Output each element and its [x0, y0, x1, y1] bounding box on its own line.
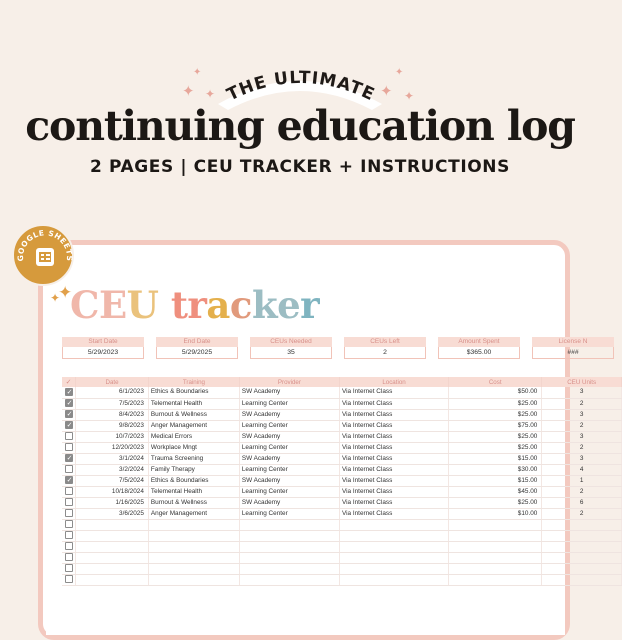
units-cell[interactable]: 3: [542, 387, 622, 398]
checkbox-cell: [62, 431, 76, 442]
column-header: Date: [76, 377, 149, 387]
location-cell[interactable]: [339, 519, 448, 530]
date-cell[interactable]: [76, 552, 149, 563]
location-cell[interactable]: Via Internet Class: [339, 486, 448, 497]
location-cell[interactable]: Via Internet Class: [339, 508, 448, 519]
training-cell[interactable]: Anger Management: [148, 508, 239, 519]
date-cell[interactable]: 3/6/2025: [76, 508, 149, 519]
units-cell[interactable]: 6: [542, 497, 622, 508]
date-cell[interactable]: [76, 563, 149, 574]
checkbox-cell: [62, 552, 76, 563]
completed-checkbox[interactable]: [65, 520, 73, 528]
date-cell[interactable]: 7/5/2023: [76, 398, 149, 409]
completed-checkbox[interactable]: [65, 531, 73, 539]
cost-cell[interactable]: [449, 530, 542, 541]
summary-box: [156, 337, 238, 359]
training-cell[interactable]: [148, 541, 239, 552]
cost-cell[interactable]: [449, 574, 542, 585]
completed-checkbox[interactable]: [65, 388, 73, 396]
completed-checkbox[interactable]: [65, 443, 73, 451]
date-cell[interactable]: 10/18/2024: [76, 486, 149, 497]
tracker-title-letter: U: [126, 283, 159, 327]
units-cell[interactable]: 2: [542, 486, 622, 497]
cost-cell[interactable]: $50.00: [449, 387, 542, 398]
completed-checkbox[interactable]: [65, 575, 73, 583]
summary-box: [438, 337, 520, 359]
summary-box: [344, 337, 426, 359]
checkbox-cell: [62, 387, 76, 398]
units-cell[interactable]: 2: [542, 442, 622, 453]
date-cell[interactable]: 1/16/2025: [76, 497, 149, 508]
provider-cell[interactable]: [239, 519, 339, 530]
location-cell[interactable]: Via Internet Class: [339, 431, 448, 442]
table-row: [62, 552, 622, 563]
provider-cell[interactable]: [239, 541, 339, 552]
checkbox-cell: [62, 464, 76, 475]
summary-value[interactable]: 5/29/2025: [156, 347, 238, 359]
training-cell[interactable]: Burnout & Wellness: [148, 409, 239, 420]
training-cell[interactable]: [148, 530, 239, 541]
table-row: [62, 409, 622, 420]
tracker-title-letter: r: [187, 283, 207, 327]
provider-cell[interactable]: SW Academy: [239, 475, 339, 486]
location-cell[interactable]: Via Internet Class: [339, 420, 448, 431]
tracker-title-letter: C: [70, 283, 99, 327]
checkbox-cell: [62, 530, 76, 541]
completed-checkbox[interactable]: [65, 542, 73, 550]
checkbox-cell: [62, 541, 76, 552]
units-cell[interactable]: [542, 530, 622, 541]
google-sheets-badge: [12, 224, 74, 286]
tracker-title-letter: t: [170, 283, 188, 327]
date-cell[interactable]: [76, 530, 149, 541]
date-cell[interactable]: 10/7/2023: [76, 431, 149, 442]
cost-cell[interactable]: [449, 552, 542, 563]
training-cell[interactable]: Telemental Health: [148, 398, 239, 409]
summary-row: [62, 337, 588, 377]
date-cell[interactable]: 12/20/2023: [76, 442, 149, 453]
units-cell[interactable]: 1: [542, 475, 622, 486]
svg-text:GOOGLE SHEETS: GOOGLE SHEETS: [15, 228, 75, 262]
table-row: [62, 508, 622, 519]
table-row: [62, 431, 622, 442]
table-row: [62, 519, 622, 530]
location-cell[interactable]: [339, 574, 448, 585]
completed-checkbox[interactable]: [65, 421, 73, 429]
table-row: [62, 442, 622, 453]
provider-cell[interactable]: [239, 574, 339, 585]
training-cell[interactable]: Telemental Health: [148, 486, 239, 497]
cost-cell[interactable]: $25.00: [449, 442, 542, 453]
training-cell[interactable]: Burnout & Wellness: [148, 497, 239, 508]
tracker-title-letter: k: [251, 283, 278, 327]
training-cell[interactable]: Family Therapy: [148, 464, 239, 475]
sheets-icon: [36, 248, 54, 266]
summary-label: CEUs Needed: [250, 337, 332, 347]
sparkle-icon: ✦: [395, 67, 404, 78]
ceu-table: [62, 377, 622, 586]
training-cell[interactable]: [148, 563, 239, 574]
location-cell[interactable]: Via Internet Class: [339, 453, 448, 464]
training-cell[interactable]: [148, 552, 239, 563]
table-row: [62, 475, 622, 486]
checkbox-cell: [62, 453, 76, 464]
cost-cell[interactable]: [449, 519, 542, 530]
location-cell[interactable]: [339, 563, 448, 574]
sparkle-icon: ✦: [380, 82, 393, 100]
checkbox-cell: [62, 420, 76, 431]
units-cell[interactable]: 2: [542, 398, 622, 409]
training-cell[interactable]: Ethics & Boundaries: [148, 387, 239, 398]
main-title: continuing education log: [25, 102, 575, 150]
provider-cell[interactable]: Learning Center: [239, 486, 339, 497]
training-cell[interactable]: [148, 574, 239, 585]
units-cell[interactable]: 3: [542, 431, 622, 442]
units-cell[interactable]: 4: [542, 464, 622, 475]
summary-box: [250, 337, 332, 359]
provider-cell[interactable]: SW Academy: [239, 431, 339, 442]
provider-cell[interactable]: [239, 563, 339, 574]
checkbox-cell: [62, 563, 76, 574]
cost-cell[interactable]: $25.00: [449, 409, 542, 420]
table-row: [62, 486, 622, 497]
tracker-title: [70, 283, 319, 327]
cost-cell[interactable]: $25.00: [449, 431, 542, 442]
cost-cell[interactable]: $45.00: [449, 486, 542, 497]
cost-cell[interactable]: $30.00: [449, 464, 542, 475]
summary-value[interactable]: 5/29/2023: [62, 347, 144, 359]
completed-checkbox[interactable]: [65, 410, 73, 418]
units-cell[interactable]: [542, 541, 622, 552]
summary-box: [532, 337, 614, 359]
checkbox-cell: [62, 409, 76, 420]
date-cell[interactable]: 3/2/2024: [76, 464, 149, 475]
sparkle-icon: ✦: [50, 291, 61, 305]
date-cell[interactable]: 8/4/2023: [76, 409, 149, 420]
badge-text: THE ULTIMATE: [223, 67, 378, 106]
cost-cell[interactable]: [449, 541, 542, 552]
date-cell[interactable]: [76, 574, 149, 585]
summary-value[interactable]: 35: [250, 347, 332, 359]
location-cell[interactable]: Via Internet Class: [339, 409, 448, 420]
location-cell[interactable]: Via Internet Class: [339, 464, 448, 475]
tracker-title-letter: r: [300, 283, 320, 327]
summary-label: CEUs Left: [344, 337, 426, 347]
location-cell[interactable]: [339, 552, 448, 563]
summary-value[interactable]: 2: [344, 347, 426, 359]
sparkle-icon: ✦: [182, 82, 195, 100]
location-cell[interactable]: Via Internet Class: [339, 387, 448, 398]
column-header: Provider: [239, 377, 339, 387]
table-row: [62, 453, 622, 464]
tracker-title-letter: [158, 283, 170, 327]
column-header: CEU Units: [542, 377, 622, 387]
completed-checkbox[interactable]: [65, 432, 73, 440]
training-cell[interactable]: [148, 519, 239, 530]
location-cell[interactable]: Via Internet Class: [339, 497, 448, 508]
completed-checkbox[interactable]: [65, 487, 73, 495]
training-cell[interactable]: Trauma Screening: [148, 453, 239, 464]
checkbox-cell: [62, 519, 76, 530]
date-cell[interactable]: 7/5/2024: [76, 475, 149, 486]
table-row: [62, 541, 622, 552]
checkbox-cell: [62, 574, 76, 585]
cost-cell[interactable]: $75.00: [449, 420, 542, 431]
provider-cell[interactable]: Learning Center: [239, 420, 339, 431]
date-cell[interactable]: [76, 519, 149, 530]
completed-checkbox[interactable]: [65, 509, 73, 517]
provider-cell[interactable]: Learning Center: [239, 442, 339, 453]
units-cell[interactable]: [542, 552, 622, 563]
units-cell[interactable]: 3: [542, 409, 622, 420]
sparkle-icon: ✦: [193, 67, 202, 78]
sparkle-icon: ✦: [58, 283, 73, 303]
table-row: [62, 574, 622, 585]
completed-checkbox[interactable]: [65, 553, 73, 561]
date-cell[interactable]: [76, 541, 149, 552]
summary-label: End Date: [156, 337, 238, 347]
provider-cell[interactable]: Learning Center: [239, 398, 339, 409]
provider-cell[interactable]: [239, 530, 339, 541]
table-row: [62, 530, 622, 541]
completed-checkbox[interactable]: [65, 454, 73, 462]
checkbox-cell: [62, 497, 76, 508]
provider-cell[interactable]: [239, 552, 339, 563]
completed-checkbox[interactable]: [65, 498, 73, 506]
table-row: [62, 464, 622, 475]
units-cell[interactable]: 3: [542, 453, 622, 464]
cost-cell[interactable]: $25.00: [449, 497, 542, 508]
location-cell[interactable]: Via Internet Class: [339, 475, 448, 486]
table-row: [62, 398, 622, 409]
tracker-title-letter: E: [98, 283, 127, 327]
provider-cell[interactable]: SW Academy: [239, 409, 339, 420]
summary-label: License N: [532, 337, 614, 347]
table-row: [62, 420, 622, 431]
location-cell[interactable]: [339, 530, 448, 541]
location-cell[interactable]: Via Internet Class: [339, 398, 448, 409]
cost-cell[interactable]: $15.00: [449, 453, 542, 464]
summary-value[interactable]: $365.00: [438, 347, 520, 359]
completed-checkbox[interactable]: [65, 564, 73, 572]
units-cell[interactable]: [542, 563, 622, 574]
training-cell[interactable]: Anger Management: [148, 420, 239, 431]
date-cell[interactable]: 3/1/2024: [76, 453, 149, 464]
table-row: [62, 497, 622, 508]
column-header: Location: [339, 377, 448, 387]
date-cell[interactable]: 6/1/2023: [76, 387, 149, 398]
summary-label: Start Date: [62, 337, 144, 347]
completed-checkbox[interactable]: [65, 476, 73, 484]
cost-cell[interactable]: $15.00: [449, 475, 542, 486]
training-cell[interactable]: Workplace Mngt: [148, 442, 239, 453]
completed-checkbox[interactable]: [65, 399, 73, 407]
provider-cell[interactable]: Learning Center: [239, 508, 339, 519]
cost-cell[interactable]: $25.00: [449, 398, 542, 409]
tracker-title-letter: a: [206, 283, 230, 327]
sparkle-icon: ✦: [205, 87, 216, 101]
table-row: [62, 387, 622, 398]
location-cell[interactable]: Via Internet Class: [339, 442, 448, 453]
units-cell[interactable]: 2: [542, 420, 622, 431]
column-header: Training: [148, 377, 239, 387]
checkbox-cell: [62, 486, 76, 497]
tracker-title-letter: e: [277, 283, 301, 327]
provider-cell[interactable]: SW Academy: [239, 453, 339, 464]
training-cell[interactable]: Ethics & Boundaries: [148, 475, 239, 486]
checkbox-cell: [62, 475, 76, 486]
column-header: ✓: [62, 377, 76, 387]
spreadsheet-screen: [46, 263, 597, 635]
units-cell[interactable]: 2: [542, 508, 622, 519]
location-cell[interactable]: [339, 541, 448, 552]
summary-box: [62, 337, 144, 359]
cost-cell[interactable]: [449, 563, 542, 574]
table-row: [62, 563, 622, 574]
checkbox-cell: [62, 398, 76, 409]
provider-cell[interactable]: SW Academy: [239, 497, 339, 508]
summary-value[interactable]: ###: [532, 347, 614, 359]
cost-cell[interactable]: $10.00: [449, 508, 542, 519]
summary-label: Amount Spent: [438, 337, 520, 347]
units-cell[interactable]: [542, 574, 622, 585]
training-cell[interactable]: Medical Errors: [148, 431, 239, 442]
tracker-title-letter: c: [229, 283, 252, 327]
completed-checkbox[interactable]: [65, 465, 73, 473]
date-cell[interactable]: 9/8/2023: [76, 420, 149, 431]
checkbox-cell: [62, 442, 76, 453]
provider-cell[interactable]: SW Academy: [239, 387, 339, 398]
checkbox-cell: [62, 508, 76, 519]
column-header: Cost: [449, 377, 542, 387]
units-cell[interactable]: [542, 519, 622, 530]
subtitle: 2 PAGES | CEU TRACKER + INSTRUCTIONS: [90, 157, 510, 177]
tablet-frame: [38, 240, 597, 640]
table-header-row: [62, 377, 622, 387]
sparkle-icon: ✦: [404, 89, 415, 103]
provider-cell[interactable]: Learning Center: [239, 464, 339, 475]
